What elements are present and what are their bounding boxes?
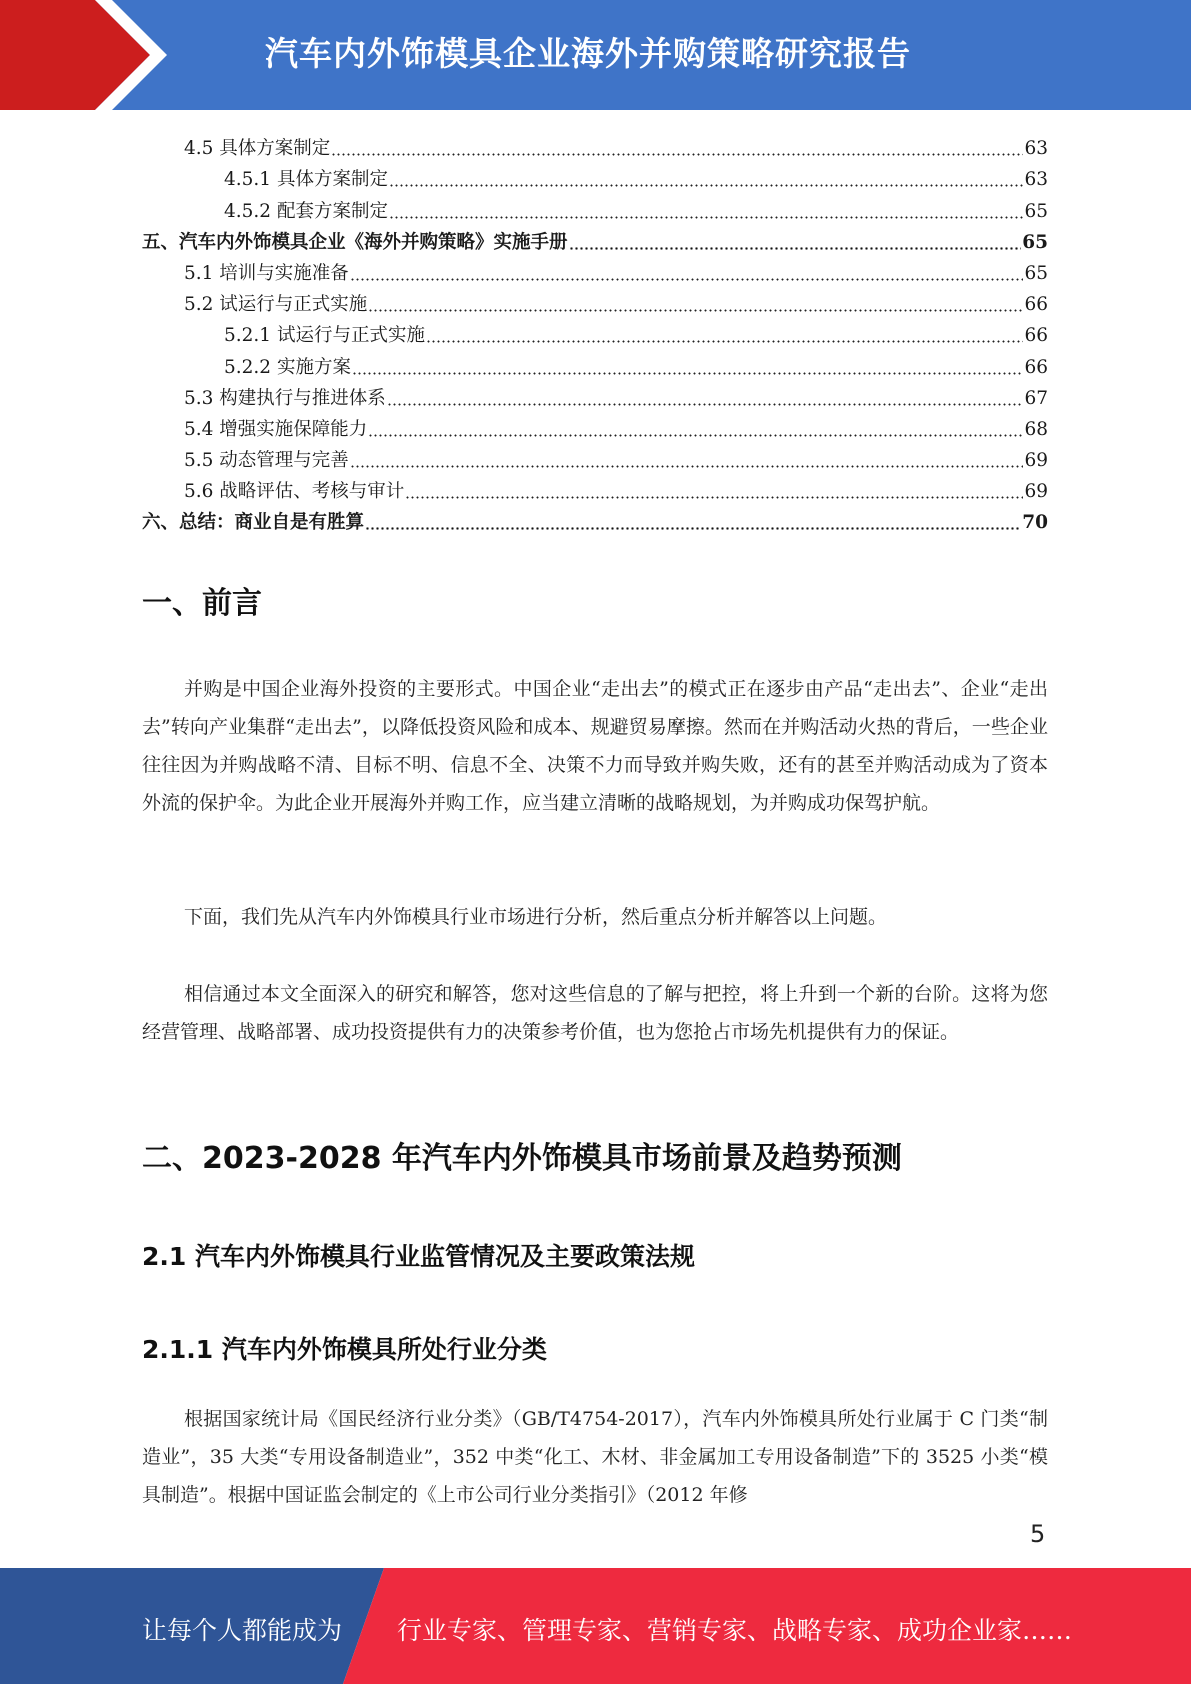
footer-slogan-left: 让每个人都能成为: [142, 1616, 343, 1645]
toc-entry[interactable]: [142, 130, 1048, 161]
toc-entry-label: 4.5.1 具体方案制定: [224, 169, 388, 191]
toc-entry-label: 4.5.2 配套方案制定: [224, 200, 388, 222]
toc-entry-page: 68: [1024, 418, 1048, 440]
toc-entry[interactable]: [142, 442, 1048, 473]
toc-dot-leader: [426, 336, 1023, 344]
paragraph: 并购是中国企业海外投资的主要形式。中国企业“走出去”的模式正在逐步由产品“走出去”、企业“走出去”转向产业集群“走出去”，以降低投资风险和成本、规避贸易摩擦。然而在并购活动火热的背后，一些企业往往因为并购战略不清、目标不明、信息不全、决策不力而导致并购失败，还有的甚至并购活动成为了资本外流的保护伞。为此企业开展海外并购工作，应当建立清晰的战略规划，为并购成功保驾护航。: [142, 678, 1048, 814]
toc-entry-label: 5.3 构建执行与推进体系: [184, 387, 386, 409]
toc-entry[interactable]: [142, 286, 1048, 317]
toc-entry-label: 4.5 具体方案制定: [184, 138, 331, 160]
toc-entry[interactable]: [142, 380, 1048, 411]
subsection-heading: 2.1.1 汽车内外饰模具所处行业分类: [142, 1335, 547, 1364]
toc-entry-label: 5.4 增强实施保障能力: [184, 418, 368, 440]
subsection-heading: 2.1 汽车内外饰模具行业监管情况及主要政策法规: [142, 1242, 695, 1271]
toc-entry-page: 66: [1024, 294, 1048, 316]
toc-entry-page: 69: [1024, 450, 1048, 472]
toc-entry-page: 63: [1024, 138, 1048, 160]
toc-entry-page: 65: [1024, 200, 1048, 222]
toc-dot-leader: [569, 243, 1022, 251]
footer-banner: [0, 1568, 1191, 1684]
toc-entry-page: 70: [1022, 512, 1048, 534]
toc-dot-leader: [405, 492, 1023, 500]
header-banner: [0, 0, 1191, 110]
toc-entry-label: 5.2.1 试运行与正式实施: [224, 325, 425, 347]
toc-dot-leader: [350, 274, 1024, 282]
toc-entry-label: 5.5 动态管理与完善: [184, 450, 349, 472]
toc-entry-label: 六、总结：商业自是有胜算: [142, 512, 365, 534]
toc-dot-leader: [389, 212, 1023, 220]
toc-entry-page: 65: [1024, 262, 1048, 284]
toc-entry-page: 69: [1024, 481, 1048, 503]
toc-entry[interactable]: [142, 224, 1048, 255]
toc-dot-leader: [387, 399, 1024, 407]
toc-entry-label: 5.1 培训与实施准备: [184, 262, 349, 284]
toc-entry-label: 5.2.2 实施方案: [224, 356, 351, 378]
toc-entry-page: 65: [1022, 231, 1048, 253]
toc-dot-leader: [365, 523, 1021, 531]
report-title: 汽车内外饰模具企业海外并购策略研究报告: [265, 34, 911, 73]
toc-entry[interactable]: [142, 348, 1048, 379]
toc-entry[interactable]: [142, 504, 1048, 535]
toc-entry-page: 63: [1024, 169, 1048, 191]
page-number: 5: [1030, 1520, 1046, 1548]
toc-dot-leader: [331, 149, 1023, 157]
paragraph: 下面，我们先从汽车内外饰模具行业市场进行分析，然后重点分析并解答以上问题。: [184, 906, 888, 928]
toc-entry[interactable]: [142, 473, 1048, 504]
toc-dot-leader: [350, 461, 1024, 469]
table-of-contents: [142, 130, 1048, 535]
toc-entry[interactable]: [142, 255, 1048, 286]
toc-entry-page: 66: [1024, 325, 1048, 347]
toc-entry[interactable]: [142, 161, 1048, 192]
footer-slogan-right: 行业专家、管理专家、营销专家、战略专家、成功企业家……: [397, 1616, 1073, 1645]
toc-dot-leader: [389, 180, 1023, 188]
toc-dot-leader: [352, 368, 1024, 376]
toc-entry-label: 5.2 试运行与正式实施: [184, 294, 368, 316]
toc-entry-label: 5.6 战略评估、考核与审计: [184, 481, 405, 503]
toc-entry-label: 五、汽车内外饰模具企业《海外并购策略》实施手册: [142, 231, 568, 253]
toc-entry[interactable]: [142, 192, 1048, 223]
toc-entry[interactable]: [142, 317, 1048, 348]
toc-entry-page: 66: [1024, 356, 1048, 378]
toc-dot-leader: [368, 305, 1023, 313]
toc-entry-page: 67: [1024, 387, 1048, 409]
toc-entry[interactable]: [142, 411, 1048, 442]
toc-dot-leader: [368, 430, 1023, 438]
section-heading-preface: 一、前言: [142, 586, 262, 621]
paragraph: 根据国家统计局《国民经济行业分类》（GB/T4754-2017），汽车内外饰模具所处行业属于 C 门类“制造业”，35 大类“专用设备制造业”，352 中类“化工、木材、非金属加工专用设备制造”下的 3525 小类“模具制造”。根据中国证监会制定的《上市公司行业分类指引》（2012 年修: [142, 1408, 1048, 1506]
paragraph: 相信通过本文全面深入的研究和解答，您对这些信息的了解与把控，将上升到一个新的台阶。这将为您经营管理、战略部署、成功投资提供有力的决策参考价值，也为您抢占市场先机提供有力的保证。: [142, 983, 1048, 1043]
section-heading-market-outlook: 二、2023-2028 年汽车内外饰模具市场前景及趋势预测: [142, 1141, 902, 1176]
